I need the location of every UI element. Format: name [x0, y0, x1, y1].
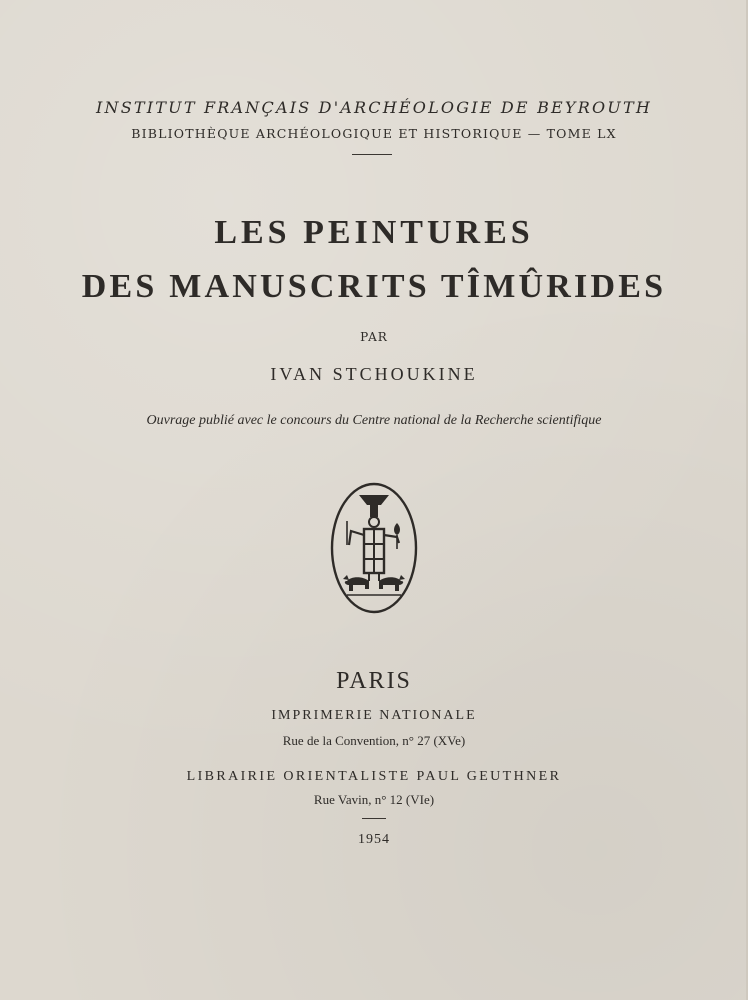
- author-name: IVAN STCHOUKINE: [270, 364, 478, 384]
- printer-name: IMPRIMERIE NATIONALE: [271, 708, 477, 723]
- byline-par: PAR: [360, 330, 388, 344]
- header-rule: [352, 154, 392, 155]
- printer-address: Rue de la Convention, n° 27 (XVe): [282, 733, 466, 748]
- publication-year: 1954: [358, 832, 390, 847]
- publication-note: Ouvrage publié avec le concours du Centre national de la Recherche scientifique: [146, 413, 602, 428]
- title-line-1: LES PEINTURES: [214, 214, 534, 251]
- bookseller-address: Rue Vavin, n° 12 (VIe): [313, 792, 435, 807]
- publisher-city: PARIS: [336, 668, 412, 694]
- title-line-2: DES MANUSCRITS TÎMÛRIDES: [81, 268, 667, 305]
- seal-emblem-icon: [329, 481, 419, 615]
- footer-rule: [362, 818, 386, 819]
- series-title: BIBLIOTHÈQUE ARCHÉOLOGIQUE ET HISTORIQUE — TOME LX: [131, 126, 617, 141]
- institute-name: INSTITUT FRANÇAIS D'ARCHÉOLOGIE DE BEYROUTH: [96, 98, 652, 117]
- bookseller-name: LIBRAIRIE ORIENTALISTE PAUL GEUTHNER: [186, 769, 562, 784]
